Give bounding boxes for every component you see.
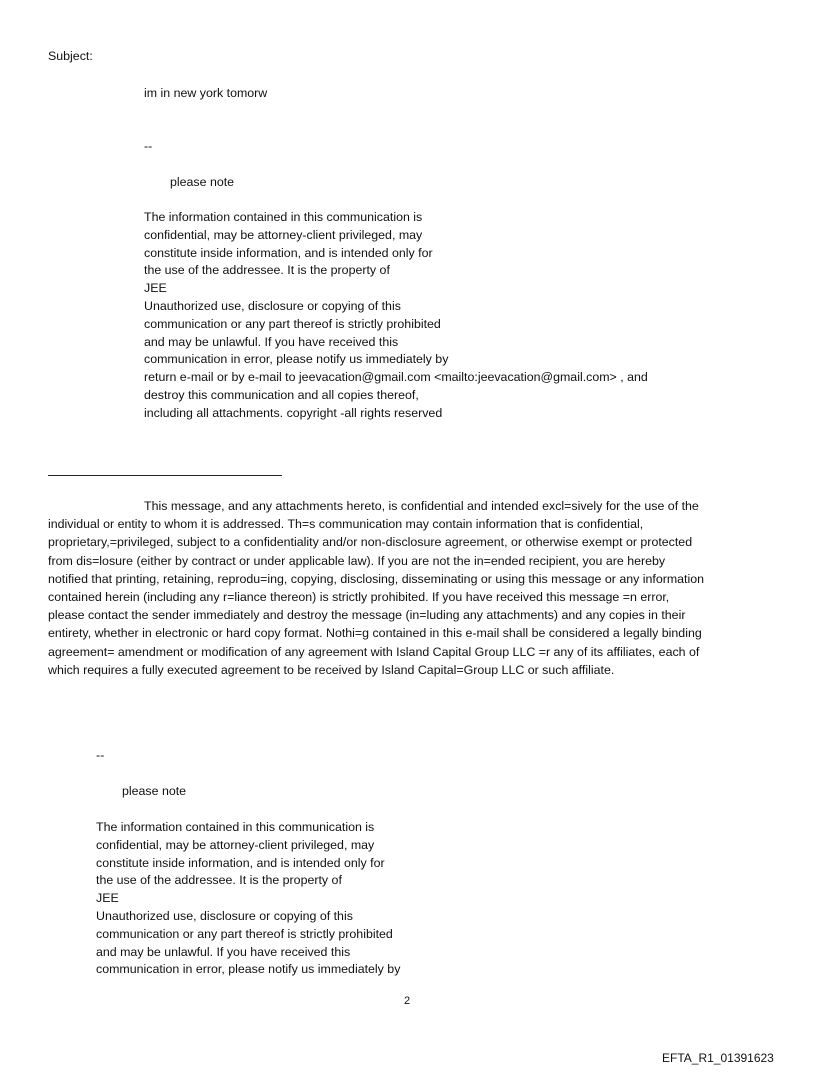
notice-line: and may be unlawful. If you have received this [144, 334, 399, 349]
notice-line: Unauthorized use, disclosure or copying of this [96, 908, 353, 923]
disclaimer-line: proprietary,=privileged, subject to a confidentiality and/or non-disclosure agreement, or otherwise exempt or protected [48, 535, 693, 550]
notice-line: communication in error, please notify us immediately by [144, 352, 449, 367]
disclaimer-line: entirety, whether in electronic or hard copy format. Nothi=g contained in this e-mail shall be considered a legally binding [48, 626, 702, 641]
notice-line: including all attachments. copyright -all rights reserved [144, 405, 443, 420]
notice-line: confidential, may be attorney-client privileged, may [144, 227, 423, 242]
notice-line: destroy this communication and all copies thereof, [144, 387, 419, 402]
second-please-note-heading: please note [122, 784, 187, 798]
second-signature-separator: -- [96, 748, 105, 762]
notice-line: JEE [144, 281, 167, 296]
notice-line: constitute inside information, and is intended only for [144, 245, 433, 260]
email-body-text: im in new york tomorw [144, 86, 268, 100]
notice-line: Unauthorized use, disclosure or copying of this [144, 298, 401, 313]
notice-line: communication in error, please notify us immediately by [96, 962, 401, 977]
confidentiality-notice [144, 209, 648, 423]
notice-line: return e-mail or by e-mail to jeevacation@gmail.com <mailto:jeevacation@gmail.com> , and [144, 370, 648, 385]
subject-label: Subject: [48, 49, 93, 63]
disclaimer-line: individual or entity to whom it is addressed. Th=s communication may contain information that is confidential, [48, 517, 644, 532]
document-id: EFTA_R1_01391623 [662, 1051, 774, 1065]
legal-disclaimer [48, 497, 772, 679]
notice-line: confidential, may be attorney-client privileged, may [96, 837, 375, 852]
disclaimer-line: notified that printing, retaining, reprodu=ing, copying, disclosing, disseminating or using this message or any information [48, 571, 705, 586]
notice-line: communication or any part thereof is strictly prohibited [96, 926, 393, 941]
disclaimer-line: contained herein (including any r=liance thereon) is strictly prohibited. If you have received this message =n error, [48, 590, 670, 605]
notice-line: and may be unlawful. If you have received this [96, 944, 351, 959]
notice-line: The information contained in this communication is [144, 210, 423, 224]
disclaimer-line: which requires a fully executed agreement to be received by Island Capital=Group LLC or such affiliate. [48, 662, 615, 677]
second-confidentiality-notice [96, 819, 400, 979]
disclaimer-line: agreement= amendment or modification of any agreement with Island Capital Group LLC =r any of its affiliates, each of [48, 644, 700, 659]
notice-line: The information contained in this communication is [96, 820, 375, 834]
notice-line: the use of the addressee. It is the property of [96, 873, 342, 888]
please-note-heading: please note [170, 175, 235, 189]
horizontal-divider [48, 475, 282, 476]
disclaimer-line: please contact the sender immediately and destroy the message (in=luding any attachments) and any copies in their [48, 608, 686, 623]
disclaimer-line: from dis=losure (either by contract or under applicable law). If you are not the in=ended recipient, you are hereby [48, 553, 666, 568]
notice-line: JEE [96, 891, 119, 906]
notice-line: constitute inside information, and is intended only for [96, 855, 385, 870]
notice-line: the use of the addressee. It is the property of [144, 263, 390, 278]
disclaimer-line: This message, and any attachments hereto, is confidential and intended excl=sively for the use of the [144, 499, 699, 513]
page-number: 2 [404, 995, 411, 1007]
notice-line: communication or any part thereof is strictly prohibited [144, 316, 441, 331]
signature-separator: -- [144, 139, 153, 153]
